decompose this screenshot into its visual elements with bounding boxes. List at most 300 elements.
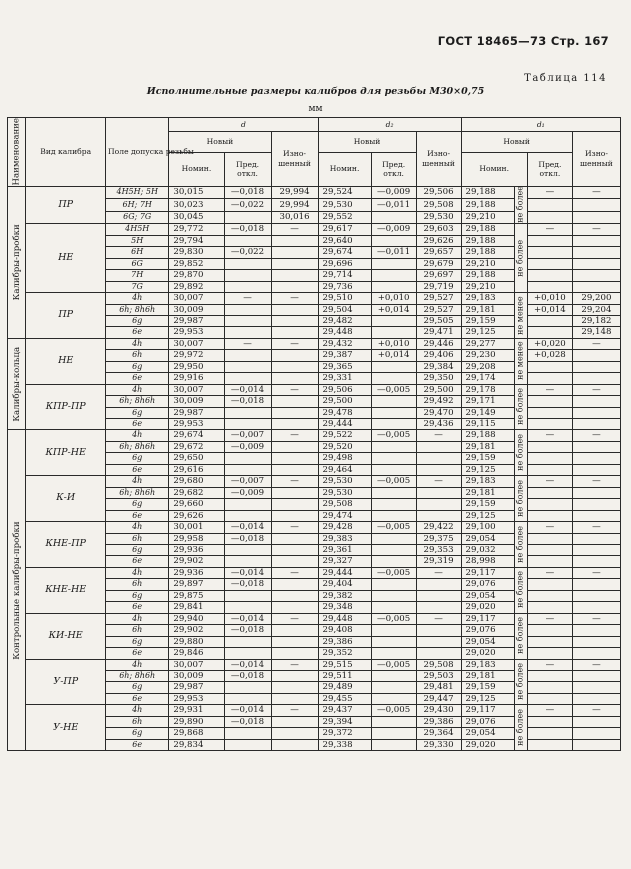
- gauge-type: НЕ: [26, 224, 106, 293]
- d2-nominal: 29,510: [318, 293, 371, 304]
- d-deviation: —0,014: [224, 522, 271, 533]
- d2-worn: —: [416, 430, 461, 441]
- d1-worn: [572, 671, 620, 682]
- d-deviation: —0,018: [224, 224, 271, 235]
- d-deviation: [224, 556, 271, 567]
- tolerance-field: 6e: [106, 327, 169, 338]
- d-deviation: —0,007: [224, 430, 271, 441]
- gauge-type: ПР: [26, 293, 106, 339]
- d1-deviation: [527, 396, 572, 407]
- d2-deviation: —0,005: [371, 659, 416, 670]
- d1-worn: [572, 199, 620, 212]
- d1-deviation: —: [527, 522, 572, 533]
- d2-worn: [416, 453, 461, 464]
- d2-worn: —: [416, 613, 461, 624]
- d1-worn: [572, 533, 620, 544]
- d2-nominal: 29,383: [318, 533, 371, 544]
- tolerance-field: 6G; 7G: [106, 211, 169, 224]
- tolerance-field: 4h: [106, 338, 169, 349]
- d2-nominal: 29,506: [318, 384, 371, 395]
- d2-nominal: 29,520: [318, 441, 371, 452]
- d2-worn: 29,353: [416, 545, 461, 556]
- d1-worn: —: [572, 384, 620, 395]
- limit-note: не более: [514, 224, 527, 293]
- d2-worn: 29,527: [416, 304, 461, 315]
- d2-worn: [416, 648, 461, 659]
- d2-deviation: —0,005: [371, 567, 416, 578]
- d-deviation: —0,014: [224, 384, 271, 395]
- d-worn: [271, 361, 318, 372]
- d2-worn: 29,350: [416, 373, 461, 384]
- d2-nominal: 29,404: [318, 579, 371, 590]
- d-deviation: [224, 419, 271, 430]
- gauge-type: КПР-НЕ: [26, 430, 106, 476]
- d2-deviation: [371, 579, 416, 590]
- tolerance-field: 4h: [106, 567, 169, 578]
- d1-deviation: [527, 625, 572, 636]
- d2-worn: 29,679: [416, 258, 461, 269]
- d1-deviation: [527, 258, 572, 269]
- d2-worn: 29,430: [416, 705, 461, 716]
- d-nominal: 29,830: [169, 247, 224, 258]
- d-deviation: [224, 499, 271, 510]
- d2-deviation: [371, 590, 416, 601]
- d-deviation: [224, 602, 271, 613]
- d-worn: [271, 270, 318, 281]
- d1-nominal: 29,020: [461, 739, 514, 750]
- tolerance-field: 6h: [106, 350, 169, 361]
- d1-worn: [572, 453, 620, 464]
- d1-worn: [572, 693, 620, 704]
- d-nominal: 29,936: [169, 567, 224, 578]
- tolerance-field: 6g: [106, 407, 169, 418]
- d1-deviation: [527, 671, 572, 682]
- d2-deviation: [371, 556, 416, 567]
- d1-deviation: [527, 487, 572, 498]
- d-nominal: 29,936: [169, 545, 224, 556]
- d1-nominal: 29,032: [461, 545, 514, 556]
- limit-note: не более: [514, 613, 527, 659]
- d2-deviation: —0,005: [371, 384, 416, 395]
- d-worn: —: [271, 293, 318, 304]
- d1-deviation: —: [527, 224, 572, 235]
- table-row: [8, 430, 621, 441]
- d1-deviation: [527, 453, 572, 464]
- d2-nominal: 29,530: [318, 487, 371, 498]
- d2-worn: 29,492: [416, 396, 461, 407]
- d1-nominal: 29,230: [461, 350, 514, 361]
- d-nominal: 29,902: [169, 625, 224, 636]
- d1-nominal: 29,174: [461, 373, 514, 384]
- d-nominal: 29,987: [169, 407, 224, 418]
- d1-deviation: [527, 590, 572, 601]
- table-row: [8, 384, 621, 395]
- d-deviation: [224, 327, 271, 338]
- d-deviation: [224, 350, 271, 361]
- d1-nominal: 29,171: [461, 396, 514, 407]
- d-nominal: 29,682: [169, 487, 224, 498]
- d-worn: —: [271, 224, 318, 235]
- gauge-type: КНЕ-ПР: [26, 522, 106, 568]
- d-deviation: —0,009: [224, 487, 271, 498]
- d1-nominal: 29,159: [461, 682, 514, 693]
- d1-worn: [572, 499, 620, 510]
- d-worn: [271, 682, 318, 693]
- d1-deviation: [527, 211, 572, 224]
- d1-dev-header: Пред. откл.: [527, 152, 572, 186]
- limit-note: не менее: [514, 293, 527, 339]
- d-nominal: 29,834: [169, 739, 224, 750]
- d-deviation: [224, 590, 271, 601]
- d1-deviation: —: [527, 567, 572, 578]
- unit-label: мм: [308, 104, 323, 114]
- tolerance-field: 6e: [106, 464, 169, 475]
- d-nominal: 29,931: [169, 705, 224, 716]
- d-worn: —: [271, 476, 318, 487]
- d1-deviation: [527, 739, 572, 750]
- d2-worn: 29,626: [416, 235, 461, 246]
- d2-deviation: —0,009: [371, 186, 416, 199]
- d1-nominal: 29,117: [461, 613, 514, 624]
- tolerance-field: 6H; 7H: [106, 199, 169, 212]
- d2-deviation: [371, 739, 416, 750]
- d1-nominal: 29,125: [461, 693, 514, 704]
- d-nominal: 30,007: [169, 293, 224, 304]
- d1-worn: [572, 247, 620, 258]
- d2-nominal: 29,508: [318, 499, 371, 510]
- tolerance-field: 4h: [106, 430, 169, 441]
- d2-deviation: [371, 361, 416, 372]
- d2-deviation: [371, 441, 416, 452]
- d-nominal: 29,626: [169, 510, 224, 521]
- d1-nominal: 28,998: [461, 556, 514, 567]
- d1-nominal: 29,210: [461, 258, 514, 269]
- d-deviation: —0,018: [224, 396, 271, 407]
- d-nominal: 29,616: [169, 464, 224, 475]
- tolerance-field: 4h: [106, 476, 169, 487]
- d1-worn: [572, 373, 620, 384]
- d-deviation: [224, 728, 271, 739]
- d2-worn: 29,719: [416, 281, 461, 292]
- d2-deviation: —0,005: [371, 705, 416, 716]
- d-worn: [271, 533, 318, 544]
- d-nominal: 29,674: [169, 430, 224, 441]
- d1-nominal: 29,054: [461, 636, 514, 647]
- d-deviation: —0,022: [224, 199, 271, 212]
- d2-nominal: 29,365: [318, 361, 371, 372]
- d1-worn-header: Изно-шенный: [572, 132, 620, 187]
- d1-worn: [572, 602, 620, 613]
- d1-worn: —: [572, 567, 620, 578]
- d-nominal: 30,015: [169, 186, 224, 199]
- d-worn: [271, 247, 318, 258]
- tolerance-field: 6e: [106, 648, 169, 659]
- d1-deviation: —: [527, 659, 572, 670]
- d1-nominal: 29,076: [461, 625, 514, 636]
- d-new-header: Новый: [169, 132, 271, 153]
- d2-worn: 29,527: [416, 293, 461, 304]
- d2-nominal: 29,504: [318, 304, 371, 315]
- d-worn: [271, 304, 318, 315]
- d2-worn: 29,470: [416, 407, 461, 418]
- col-type-header: Вид калибра: [26, 118, 106, 187]
- d2-deviation: +0,014: [371, 350, 416, 361]
- d-worn-header: Изно-шенный: [271, 132, 318, 187]
- d1-worn: —: [572, 476, 620, 487]
- d2-deviation: [371, 235, 416, 246]
- d1-nominal: 29,076: [461, 579, 514, 590]
- d1-nominal: 29,125: [461, 510, 514, 521]
- col-d2-header: d₂: [318, 118, 461, 132]
- tolerance-field: 4h: [106, 293, 169, 304]
- d-nominal: 29,672: [169, 441, 224, 452]
- d-deviation: [224, 464, 271, 475]
- d1-deviation: [527, 545, 572, 556]
- d2-worn: 29,508: [416, 199, 461, 212]
- d-deviation: [224, 315, 271, 326]
- d2-worn: 29,506: [416, 186, 461, 199]
- d-nominal: 30,045: [169, 211, 224, 224]
- limit-note: не более: [514, 659, 527, 705]
- col-field-header: Поле допуска резьбы: [106, 118, 169, 187]
- gauge-type: К-И: [26, 476, 106, 522]
- d-nominal: 30,009: [169, 671, 224, 682]
- d2-nominal: 29,640: [318, 235, 371, 246]
- d-deviation: —: [224, 293, 271, 304]
- table-row: [8, 476, 621, 487]
- limit-note: не более: [514, 186, 527, 224]
- d2-nominal: 29,524: [318, 186, 371, 199]
- d2-nom-header: Номин.: [318, 152, 371, 186]
- d1-nominal: 29,188: [461, 235, 514, 246]
- d1-nominal: 29,208: [461, 361, 514, 372]
- d-deviation: —: [224, 338, 271, 349]
- d-nominal: 30,001: [169, 522, 224, 533]
- d2-nominal: 29,617: [318, 224, 371, 235]
- d2-deviation: [371, 510, 416, 521]
- d1-deviation: +0,010: [527, 293, 572, 304]
- gauge-type: КПР-ПР: [26, 384, 106, 430]
- d-nominal: 29,890: [169, 716, 224, 727]
- d2-deviation: [371, 545, 416, 556]
- d2-deviation: [371, 693, 416, 704]
- col-d-header: d: [169, 118, 318, 132]
- d-deviation: —0,018: [224, 625, 271, 636]
- d2-worn: 29,503: [416, 671, 461, 682]
- d-worn: [271, 693, 318, 704]
- d-nom-header: Номин.: [169, 152, 224, 186]
- d1-nominal: 29,210: [461, 211, 514, 224]
- d1-worn: —: [572, 613, 620, 624]
- d1-worn: [572, 579, 620, 590]
- tolerance-field: 6e: [106, 602, 169, 613]
- d-deviation: [224, 361, 271, 372]
- d-deviation: [224, 693, 271, 704]
- d-worn: [271, 487, 318, 498]
- d1-deviation: [527, 693, 572, 704]
- d1-nominal: 29,183: [461, 293, 514, 304]
- tolerance-field: 6e: [106, 739, 169, 750]
- d2-worn: [416, 499, 461, 510]
- d1-deviation: [527, 464, 572, 475]
- d-worn: [271, 716, 318, 727]
- d1-nominal: 29,115: [461, 419, 514, 430]
- d1-worn: —: [572, 338, 620, 349]
- d2-deviation: +0,010: [371, 338, 416, 349]
- tolerance-field: 6h; 8h6h: [106, 441, 169, 452]
- d-deviation: [224, 407, 271, 418]
- d-worn: [271, 636, 318, 647]
- d2-deviation: [371, 499, 416, 510]
- d2-nominal: 29,331: [318, 373, 371, 384]
- tolerance-field: 6h: [106, 625, 169, 636]
- d1-nominal: 29,149: [461, 407, 514, 418]
- page-header: ГОСТ 18465—73 Стр. 167: [437, 34, 609, 48]
- d-deviation: [224, 739, 271, 750]
- d1-worn: —: [572, 224, 620, 235]
- limit-note: не менее: [514, 338, 527, 384]
- d-deviation: [224, 545, 271, 556]
- d1-worn: [572, 739, 620, 750]
- tolerance-field: 6h; 8h6h: [106, 304, 169, 315]
- d2-deviation: [371, 373, 416, 384]
- d2-nominal: 29,428: [318, 522, 371, 533]
- d1-deviation: [527, 556, 572, 567]
- d2-nominal: 29,464: [318, 464, 371, 475]
- d2-worn: 29,697: [416, 270, 461, 281]
- d2-deviation: [371, 716, 416, 727]
- d2-worn: [416, 590, 461, 601]
- d-nominal: 29,880: [169, 636, 224, 647]
- d2-worn: —: [416, 567, 461, 578]
- d1-nominal: 29,159: [461, 499, 514, 510]
- d1-nominal: 29,159: [461, 315, 514, 326]
- d2-deviation: [371, 396, 416, 407]
- d-nominal: 29,958: [169, 533, 224, 544]
- tolerance-field: 6g: [106, 636, 169, 647]
- d2-worn: 29,505: [416, 315, 461, 326]
- d1-nominal: 29,181: [461, 441, 514, 452]
- d-nominal: 29,972: [169, 350, 224, 361]
- table-row: [8, 613, 621, 624]
- d-worn: [271, 281, 318, 292]
- d-nominal: 30,007: [169, 384, 224, 395]
- tolerance-field: 6e: [106, 373, 169, 384]
- d-worn: [271, 441, 318, 452]
- d2-deviation: [371, 682, 416, 693]
- d-worn: [271, 464, 318, 475]
- d2-nominal: 29,714: [318, 270, 371, 281]
- d1-nominal: 29,054: [461, 533, 514, 544]
- tolerance-field: 6g: [106, 499, 169, 510]
- d2-worn: [416, 625, 461, 636]
- d-deviation: [224, 682, 271, 693]
- d-nominal: 29,953: [169, 327, 224, 338]
- tolerance-field: 6e: [106, 510, 169, 521]
- d1-nominal: 29,188: [461, 224, 514, 235]
- d2-deviation: [371, 636, 416, 647]
- d-deviation: [224, 258, 271, 269]
- d-worn: [271, 327, 318, 338]
- d1-deviation: [527, 270, 572, 281]
- d1-nominal: 29,188: [461, 247, 514, 258]
- d2-worn: 29,330: [416, 739, 461, 750]
- d-nominal: 29,868: [169, 728, 224, 739]
- table-row: [8, 522, 621, 533]
- d1-nominal: 29,181: [461, 671, 514, 682]
- d2-deviation: [371, 533, 416, 544]
- d-worn: 30,016: [271, 211, 318, 224]
- d2-nominal: 29,338: [318, 739, 371, 750]
- table-body: [8, 186, 621, 751]
- tolerance-field: 6h: [106, 533, 169, 544]
- d1-worn: [572, 556, 620, 567]
- d2-nominal: 29,474: [318, 510, 371, 521]
- d1-new-header: Новый: [461, 132, 572, 153]
- tolerance-field: 6h: [106, 579, 169, 590]
- d2-worn: 29,384: [416, 361, 461, 372]
- d2-nominal: 29,552: [318, 211, 371, 224]
- d-deviation: [224, 510, 271, 521]
- tolerance-field: 6g: [106, 590, 169, 601]
- d1-deviation: [527, 648, 572, 659]
- limit-note: не более: [514, 705, 527, 751]
- d2-worn: [416, 510, 461, 521]
- d-nominal: 30,009: [169, 396, 224, 407]
- d2-nominal: 29,522: [318, 430, 371, 441]
- d2-deviation: +0,014: [371, 304, 416, 315]
- tolerance-field: 6e: [106, 556, 169, 567]
- d-worn: [271, 419, 318, 430]
- gauge-table: [7, 117, 621, 751]
- d1-deviation: —: [527, 613, 572, 624]
- d2-deviation: [371, 487, 416, 498]
- d1-deviation: +0,028: [527, 350, 572, 361]
- d1-worn: [572, 510, 620, 521]
- d-worn: [271, 510, 318, 521]
- d2-deviation: —0,011: [371, 247, 416, 258]
- d1-deviation: —: [527, 476, 572, 487]
- d-deviation: [224, 211, 271, 224]
- tolerance-field: 6g: [106, 453, 169, 464]
- d2-nominal: 29,444: [318, 567, 371, 578]
- tolerance-field: 6h: [106, 716, 169, 727]
- d1-deviation: [527, 235, 572, 246]
- d2-worn: 29,481: [416, 682, 461, 693]
- d-worn: [271, 499, 318, 510]
- d1-nominal: 29,020: [461, 602, 514, 613]
- d-worn: —: [271, 384, 318, 395]
- gauge-type: ПР: [26, 186, 106, 224]
- d2-worn: [416, 464, 461, 475]
- d2-nominal: 29,408: [318, 625, 371, 636]
- d1-deviation: [527, 602, 572, 613]
- d2-nominal: 29,448: [318, 327, 371, 338]
- d2-deviation: [371, 281, 416, 292]
- d2-nominal: 29,489: [318, 682, 371, 693]
- table-row: [8, 338, 621, 349]
- d-nominal: 29,660: [169, 499, 224, 510]
- d1-deviation: +0,020: [527, 338, 572, 349]
- tolerance-field: 6g: [106, 545, 169, 556]
- d-nominal: 29,846: [169, 648, 224, 659]
- tolerance-field: 7H: [106, 270, 169, 281]
- d-nominal: 29,680: [169, 476, 224, 487]
- tolerance-field: 4H5H; 5H: [106, 186, 169, 199]
- d-deviation: [224, 281, 271, 292]
- d2-worn: —: [416, 476, 461, 487]
- d1-worn: [572, 407, 620, 418]
